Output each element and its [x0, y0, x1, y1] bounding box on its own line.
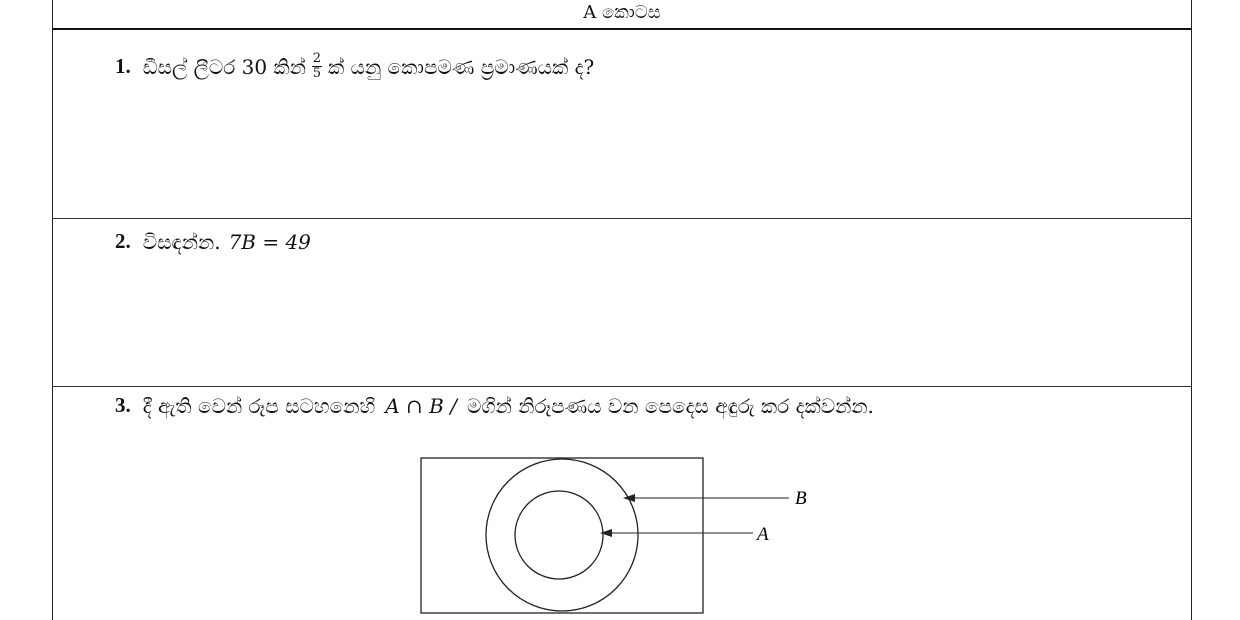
question-2-line: [115, 229, 311, 254]
fraction-numerator: 2: [312, 51, 322, 66]
question-2: [53, 219, 1191, 387]
fraction: [312, 52, 322, 81]
equation: 7B = 49: [228, 229, 311, 254]
inner-circle: [515, 491, 603, 579]
label-a: A: [757, 524, 769, 545]
arrowhead-a: [600, 529, 612, 537]
question-number: 2.: [115, 229, 131, 253]
question-text: විසඳන්න.: [142, 229, 221, 254]
venn-diagram: [419, 453, 879, 618]
label-b: B: [795, 488, 807, 509]
outer-circle: [486, 459, 638, 611]
section-title: A කොටස: [53, 0, 1191, 30]
universal-set-rectangle: [421, 458, 703, 613]
question-1-line: [115, 52, 594, 81]
question-1: [53, 30, 1191, 219]
question-text-before: දී ඇති වෙන් රූප සටහනෙහි: [142, 393, 376, 418]
arrowhead-b: [623, 494, 635, 502]
fraction-denominator: 5: [312, 66, 322, 81]
question-3-line: [115, 393, 874, 418]
question-number: 3.: [115, 393, 131, 417]
question-text-before: ඩීසල් ලීටර 30 කින්: [142, 54, 306, 79]
question-text-after: ක් යනු කොපමණ ප්‍රමාණයක් ද?: [327, 54, 595, 79]
question-3: [53, 387, 1191, 620]
set-expression: A ∩ B /: [385, 393, 457, 418]
question-text-after: මගින් නිරූපණය වන පෙදෙස අඳුරු කර දක්වන්න.: [466, 393, 874, 418]
question-number: 1.: [115, 54, 131, 78]
exam-paper-frame: [52, 0, 1192, 620]
